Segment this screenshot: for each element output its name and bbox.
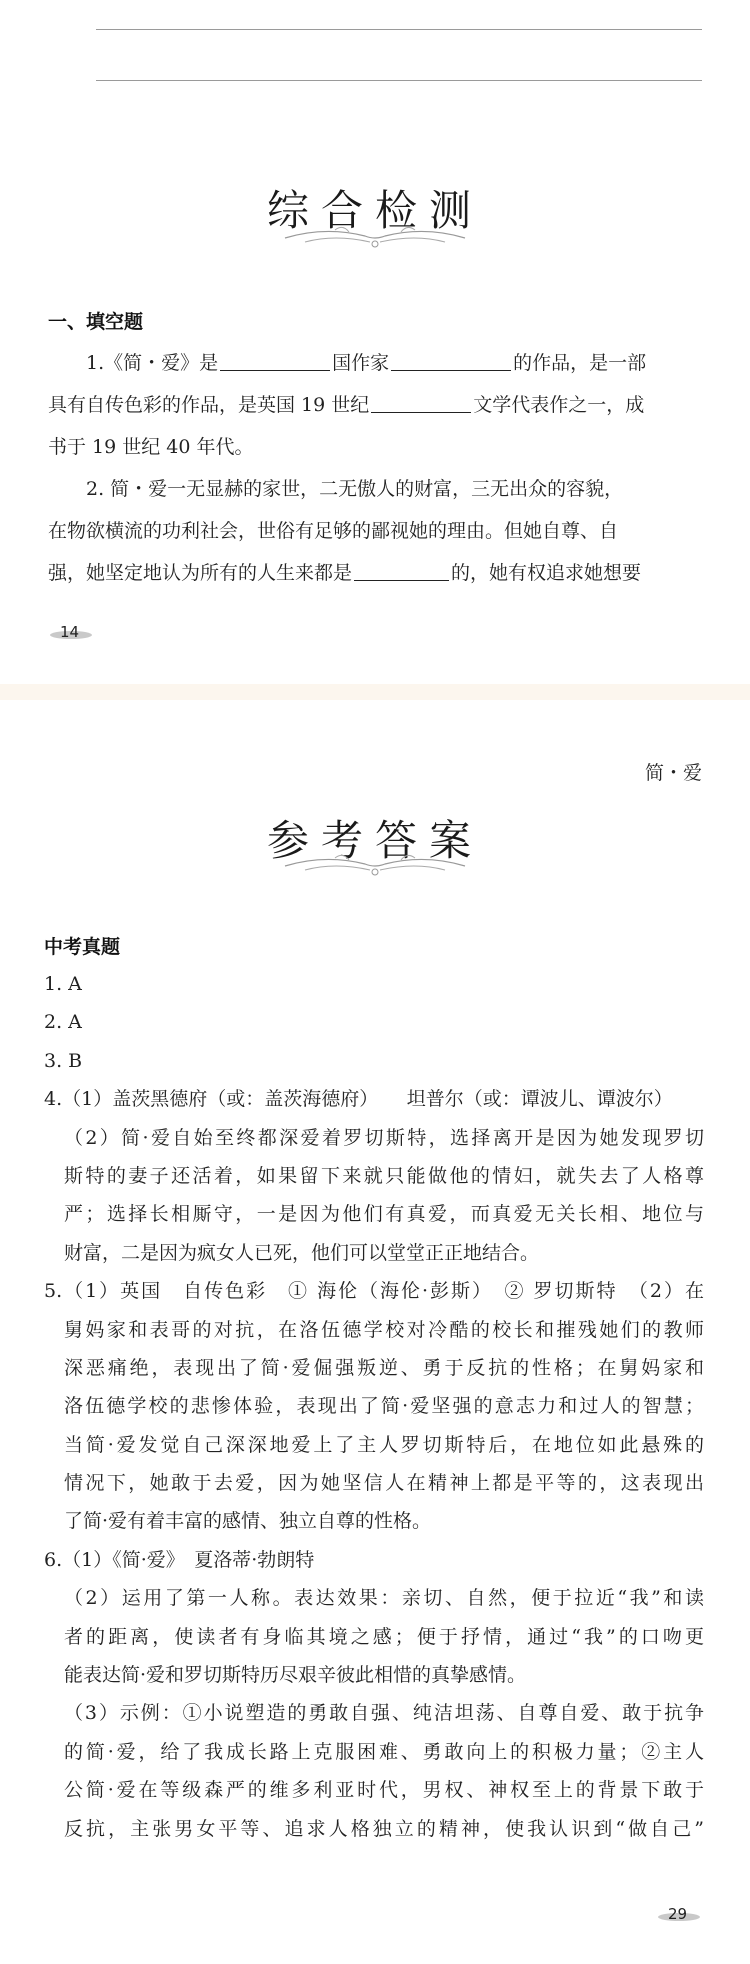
q1-line-1: 1.《简・爱》是 国作家 的作品，是一部 [86,352,647,374]
answer-line: （3）示例：①小说塑造的勇敢自强、纯洁坦荡、自尊自爱、敢于抗争 [64,1702,704,1725]
answer-line: 财富，二是因为疯女人已死，他们可以堂堂正正地结合。 [64,1241,540,1264]
answer-line: 1. A [44,973,82,995]
header-rule-bottom [96,80,702,81]
answer-line: 能表达简·爱和罗切斯特历尽艰辛彼此相惜的真挚感情。 [64,1664,527,1687]
page-number: 29 [668,1905,687,1923]
page-14 [0,0,750,684]
answer-line: 严；选择长相厮守，一是因为他们有真爱，而真爱无关长相、地位与 [64,1203,704,1226]
title-ornament-icon [275,850,475,880]
page-gap [0,684,750,700]
q2-line-3: 强，她坚定地认为所有的人生来都是 的，她有权追求她想要 [48,562,642,584]
blank-4[interactable] [354,560,449,581]
blank-2[interactable] [391,350,511,371]
answer-line: 5.（1）英国 自传色彩 ① 海伦（海伦·彭斯） ② 罗切斯特 （2）在 [44,1280,704,1303]
page-number: 14 [60,623,79,641]
running-header: 简・爱 [644,762,702,784]
page-title: 参考答案 [266,816,483,865]
answer-line: 了简·爱有着丰富的感情、独立自尊的性格。 [64,1510,432,1533]
answer-line: 深恶痛绝，表现出了简·爱倔强叛逆、勇于反抗的性格；在舅妈家和 [64,1356,704,1379]
page-title: 综合检测 [266,186,483,235]
q2-line-1: 2. 简・爱一无显赫的家世，二无傲人的财富，三无出众的容貌， [86,478,624,500]
answer-line: 4.（1）盖茨黑德府（或：盖茨海德府） 坦普尔（或：谭波儿、谭波尔） [44,1088,673,1111]
answer-line: （2）简·爱自始至终都深爱着罗切斯特，选择离开是因为她发现罗切 [64,1126,704,1149]
answer-line: 3. B [44,1049,83,1072]
answer-line: 舅妈家和表哥的对抗，在洛伍德学校对冷酷的校长和摧残她们的教师 [64,1318,704,1341]
section-heading-fill-blank: 一、填空题 [48,311,144,333]
blank-1[interactable] [220,350,330,371]
q1-line-2: 具有自传色彩的作品，是英国 19 世纪 文学代表作之一，成 [48,394,645,416]
answer-list [44,965,704,1848]
q2-line-2: 在物欲横流的功利社会，世俗有足够的鄙视她的理由。但她自尊、自 [48,520,619,542]
section-heading-exam: 中考真题 [44,936,121,958]
answer-line: 公简·爱在等级森严的维多利亚时代，男权、神权至上的背景下敢于 [64,1779,704,1802]
answer-line: 洛伍德学校的悲惨体验，表现出了简·爱坚强的意志力和过人的智慧； [64,1395,704,1418]
question-2 [48,468,703,594]
header-rule-top [96,29,702,30]
answer-line: 者的距离，使读者有身临其境之感；便于抒情，通过“我”的口吻更 [64,1625,704,1648]
answer-line: 6.（1）《简·爱》 夏洛蒂·勃朗特 [44,1548,315,1571]
answer-line: （2）运用了第一人称。表达效果：亲切、自然，便于拉近“我”和读 [64,1587,704,1610]
answer-line: 当简·爱发觉自己深深地爱上了主人罗切斯特后，在地位如此悬殊的 [64,1433,704,1456]
answer-line: 的简·爱，给了我成长路上克服困难、勇敢向上的积极力量；②主人 [64,1740,704,1763]
q1-line-3: 书于 19 世纪 40 年代。 [48,436,254,458]
answer-line: 2. A [44,1011,82,1034]
answer-line: 情况下，她敢于去爱，因为她坚信人在精神上都是平等的，这表现出 [64,1472,704,1495]
question-1 [48,342,703,468]
answer-line: 斯特的妻子还活着，如果留下来就只能做他的情妇，就失去了人格尊 [64,1164,704,1187]
page-29 [0,700,750,1964]
answer-line: 反抗，主张男女平等、追求人格独立的精神，使我认识到“做自己” [64,1817,704,1840]
title-ornament-icon [275,222,475,252]
blank-3[interactable] [371,392,471,413]
